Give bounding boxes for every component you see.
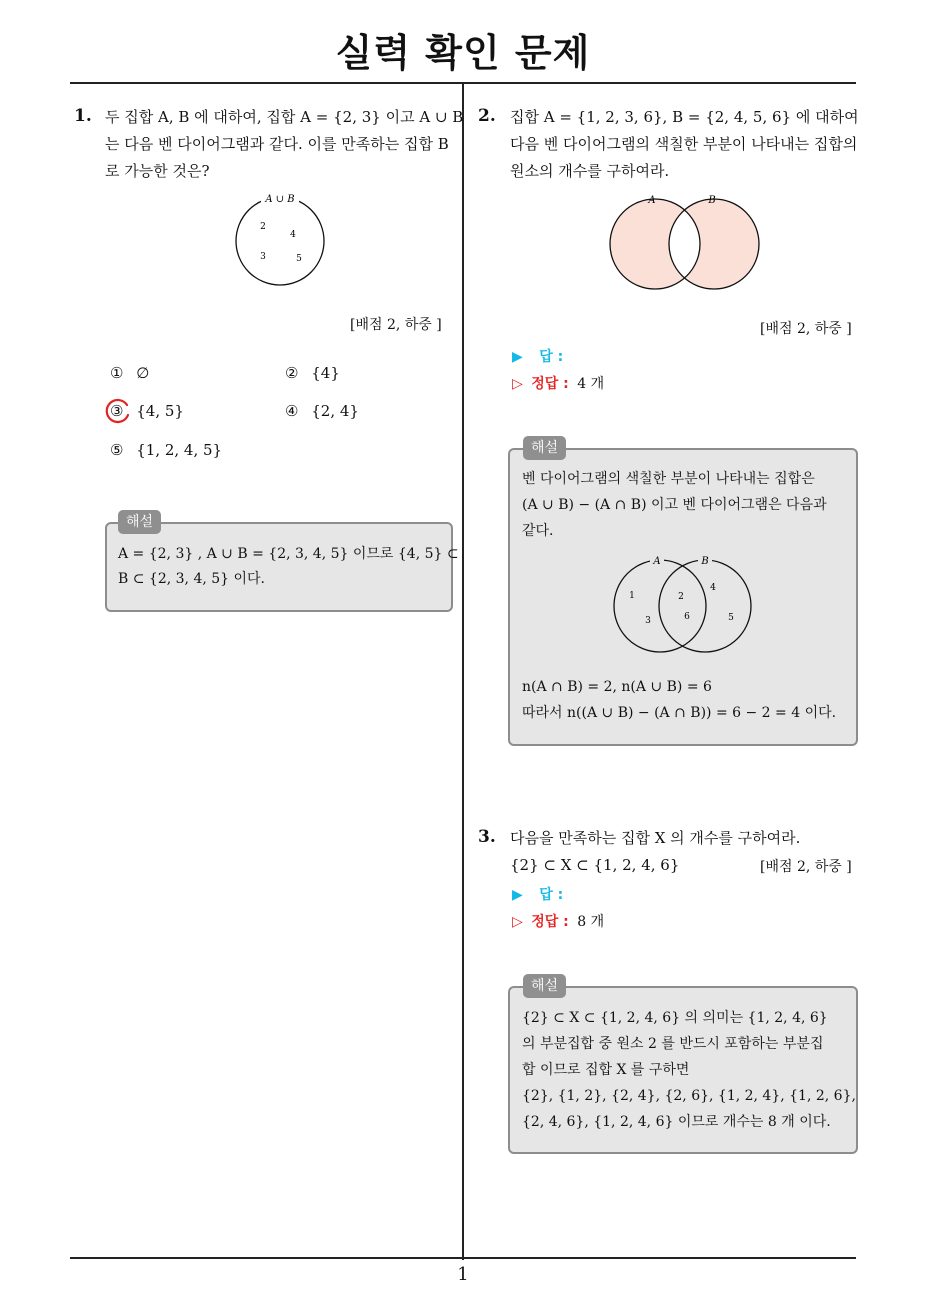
answer-line [512, 884, 563, 904]
set-circle [236, 197, 324, 285]
diagram-label-b: B [708, 195, 716, 206]
set-circle-a [614, 560, 706, 652]
option-mark: ⑤ [110, 441, 124, 459]
correct-label: 정답 : [531, 914, 569, 930]
option-4[interactable] [285, 402, 359, 420]
correct-value: 8 개 [577, 914, 605, 930]
score-label: [배점 2, 하중 ] [760, 859, 852, 875]
venn-diagram-explanation [605, 548, 765, 658]
column-divider [462, 84, 464, 1260]
option-text: ∅ [136, 364, 150, 382]
score-label: [배점 2, 하중 ] [350, 317, 442, 333]
option-text: {2, 4} [311, 402, 359, 420]
set-circle-b [659, 560, 751, 652]
score-label: [배점 2, 하중 ] [760, 321, 852, 337]
venn-diagram-q1 [225, 188, 335, 288]
play-icon: ▶ [512, 349, 523, 365]
diagram-element: 1 [629, 591, 635, 601]
question-number: 3. [478, 827, 496, 847]
question-text-line: 는 다음 벤 다이어그램과 같다. 이를 만족하는 집합 B [105, 135, 449, 153]
option-text: {4} [311, 364, 340, 382]
venn-diagram-q2 [600, 188, 770, 298]
footer-rule [70, 1257, 856, 1259]
option-mark: ① [110, 364, 124, 382]
question-text-line: 로 가능한 것은? [105, 162, 210, 180]
explanation-tag: 해설 [118, 510, 161, 534]
diagram-element: 3 [645, 616, 651, 626]
answer-label: 답 : [539, 349, 564, 365]
diagram-element: 4 [290, 230, 296, 240]
explanation-text-line: {2, 4, 6}, {1, 2, 4, 6} 이므로 개수는 8 개 이다. [522, 1114, 831, 1130]
explanation-text-line: {2}, {1, 2}, {2, 4}, {2, 6}, {1, 2, 4}, {1, 2, 6}, [522, 1088, 856, 1104]
explanation-text-line: 같다. [522, 523, 554, 539]
explanation-text-line: 합 이므로 집합 X 를 구하면 [522, 1062, 690, 1078]
explanation-text-line: (A ∪ B) − (A ∩ B) 이고 벤 다이어그램은 다음과 [522, 497, 827, 513]
page-title: 실력 확인 문제 [335, 31, 591, 75]
diagram-label: A ∪ B [265, 194, 295, 205]
question-text-line: 집합 A = {1, 2, 3, 6}, B = {2, 4, 5, 6} 에 대하여 [510, 108, 859, 126]
explanation-text-line: A = {2, 3} , A ∪ B = {2, 3, 4, 5} 이므로 {4, 5} ⊂ [118, 546, 459, 562]
correct-value: 4 개 [577, 376, 605, 392]
option-5[interactable] [110, 441, 222, 459]
question-text-line: 다음을 만족하는 집합 X 의 개수를 구하여라. [510, 829, 801, 847]
option-text: {4, 5} [136, 402, 184, 420]
diagram-element: 5 [728, 613, 734, 623]
diagram-label-a: A [648, 195, 656, 206]
answer-label: 답 : [539, 887, 564, 903]
selected-answer-circle-icon [102, 396, 132, 426]
question-condition: {2} ⊂ X ⊂ {1, 2, 4, 6} [510, 856, 680, 874]
option-1[interactable] [110, 364, 149, 382]
diagram-element: 4 [710, 583, 716, 593]
explanation-text-line: {2} ⊂ X ⊂ {1, 2, 4, 6} 의 의미는 {1, 2, 4, 6} [522, 1010, 828, 1026]
explanation-text-line: 따라서 n((A ∪ B) − (A ∩ B)) = 6 − 2 = 4 이다. [522, 705, 837, 721]
diagram-element: 6 [684, 612, 690, 622]
option-text: {1, 2, 4, 5} [136, 441, 223, 459]
option-2[interactable] [285, 364, 340, 382]
diagram-label-b: B [701, 556, 709, 567]
question-number: 2. [478, 106, 496, 126]
diagram-element: 5 [296, 254, 302, 264]
triangle-outline-icon: ▷ [512, 376, 523, 392]
explanation-tag: 해설 [523, 436, 566, 460]
question-text-line: 두 집합 A, B 에 대하여, 집합 A = {2, 3} 이고 A ∪ B [105, 108, 464, 126]
page-number: 1 [457, 1264, 469, 1285]
diagram-label-a: A [653, 556, 661, 567]
option-mark: ④ [285, 402, 299, 420]
diagram-element: 2 [260, 222, 266, 232]
correct-label: 정답 : [531, 376, 569, 392]
correct-answer-line [512, 373, 604, 393]
answer-line [512, 346, 563, 366]
question-number: 1. [74, 106, 92, 126]
triangle-outline-icon: ▷ [512, 914, 523, 930]
diagram-element: 2 [678, 592, 684, 602]
explanation-text-line: B ⊂ {2, 3, 4, 5} 이다. [118, 571, 266, 587]
correct-answer-line [512, 911, 604, 931]
question-text-line: 다음 벤 다이어그램의 색칠한 부분이 나타내는 집합의 [510, 135, 858, 153]
explanation-tag: 해설 [523, 974, 566, 998]
question-text-line: 원소의 개수를 구하여라. [510, 162, 670, 180]
explanation-text-line: n(A ∩ B) = 2, n(A ∪ B) = 6 [522, 679, 712, 695]
option-mark: ③ [110, 402, 124, 420]
explanation-text-line: 벤 다이어그램의 색칠한 부분이 나타내는 집합은 [522, 471, 815, 487]
explanation-text-line: 의 부분집합 중 원소 2 를 반드시 포함하는 부분집 [522, 1036, 824, 1052]
diagram-element: 3 [260, 252, 266, 262]
play-icon: ▶ [512, 887, 523, 903]
option-mark: ② [285, 364, 299, 382]
